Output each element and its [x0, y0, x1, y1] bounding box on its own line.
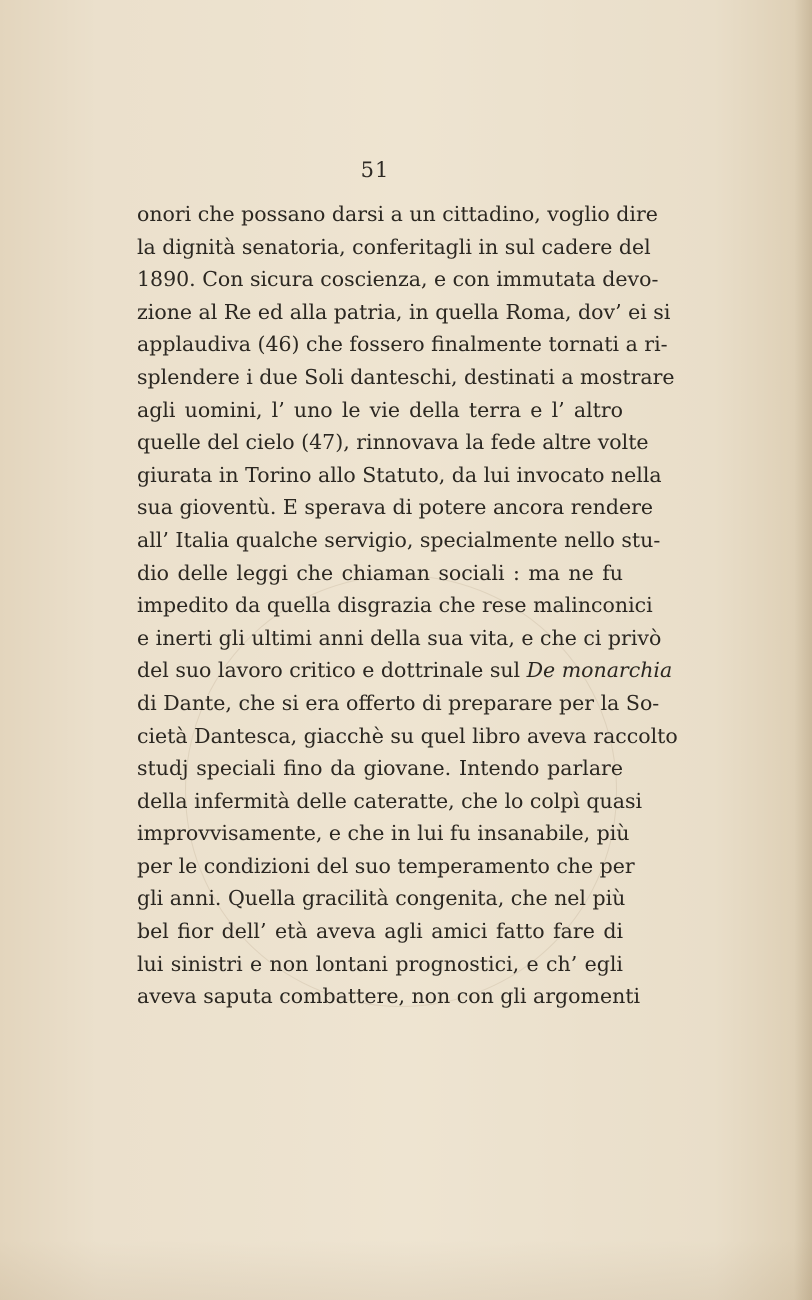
text-line: 1890. Con sicura coscienza, e con immutata devo-	[137, 267, 659, 292]
text-line: agli uomini, l’ uno le vie della terra e l’ altro	[137, 397, 623, 422]
text-line: lui sinistri e non lontani prognostici, e ch’ egli	[137, 951, 623, 976]
text-line: e inerti gli ultimi anni della sua vita, e che ci privò	[137, 625, 662, 650]
text-line: studj speciali fino da giovane. Intendo parlare	[137, 756, 623, 781]
text-segment: del suo lavoro critico e dottrinale sul	[137, 658, 527, 683]
page-number: 51	[360, 158, 390, 182]
text-line: improvvisamente, e che in lui fu insanabile, più	[137, 821, 630, 846]
text-line: gli anni. Quella gracilità congenita, che nel più	[137, 886, 626, 911]
text-line: per le condizioni del suo temperamento che per	[137, 853, 635, 878]
text-line: aveva saputa combattere, non con gli argomenti	[137, 984, 641, 1009]
text-line: della infermità delle cateratte, che lo colpì quasi	[137, 788, 643, 813]
text-line: di Dante, che si era offerto di preparare per la So-	[137, 690, 660, 715]
text-line: cietà Dantesca, giacchè su quel libro aveva raccolto	[137, 723, 678, 748]
text-line: zione al Re ed alla patria, in quella Roma, dov’ ei si	[137, 299, 671, 324]
text-line: onori che possano darsi a un cittadino, voglio dire	[137, 202, 658, 226]
text-line-with-title	[137, 654, 673, 687]
text-line: splendere i due Soli danteschi, destinati a mostrare	[137, 364, 675, 389]
text-line: all’ Italia qualche servigio, specialmente nello stu-	[137, 527, 661, 552]
text-line: impedito da quella disgrazia che rese malinconici	[137, 593, 653, 618]
text-line: la dignità senatoria, conferitagli in sul cadere del	[137, 234, 651, 259]
text-line: applaudiva (46) che fossero finalmente tornati a ri-	[137, 332, 668, 357]
body-text	[137, 198, 678, 1013]
text-line: dio delle leggi che chiaman sociali : ma ne fu	[137, 560, 623, 585]
page-edge-shadow	[794, 0, 812, 1300]
page-bottom-tint	[0, 1240, 812, 1300]
text-line: sua gioventù. E sperava di potere ancora rendere	[137, 495, 654, 520]
text-line: giurata in Torino allo Statuto, da lui invocato nella	[137, 462, 662, 487]
work-title-italic: De monarchia	[526, 658, 673, 683]
text-line: quelle del cielo (47), rinnovava la fede altre volte	[137, 430, 649, 455]
text-line: bel fior dell’ età aveva agli amici fatto fare di	[137, 919, 623, 944]
